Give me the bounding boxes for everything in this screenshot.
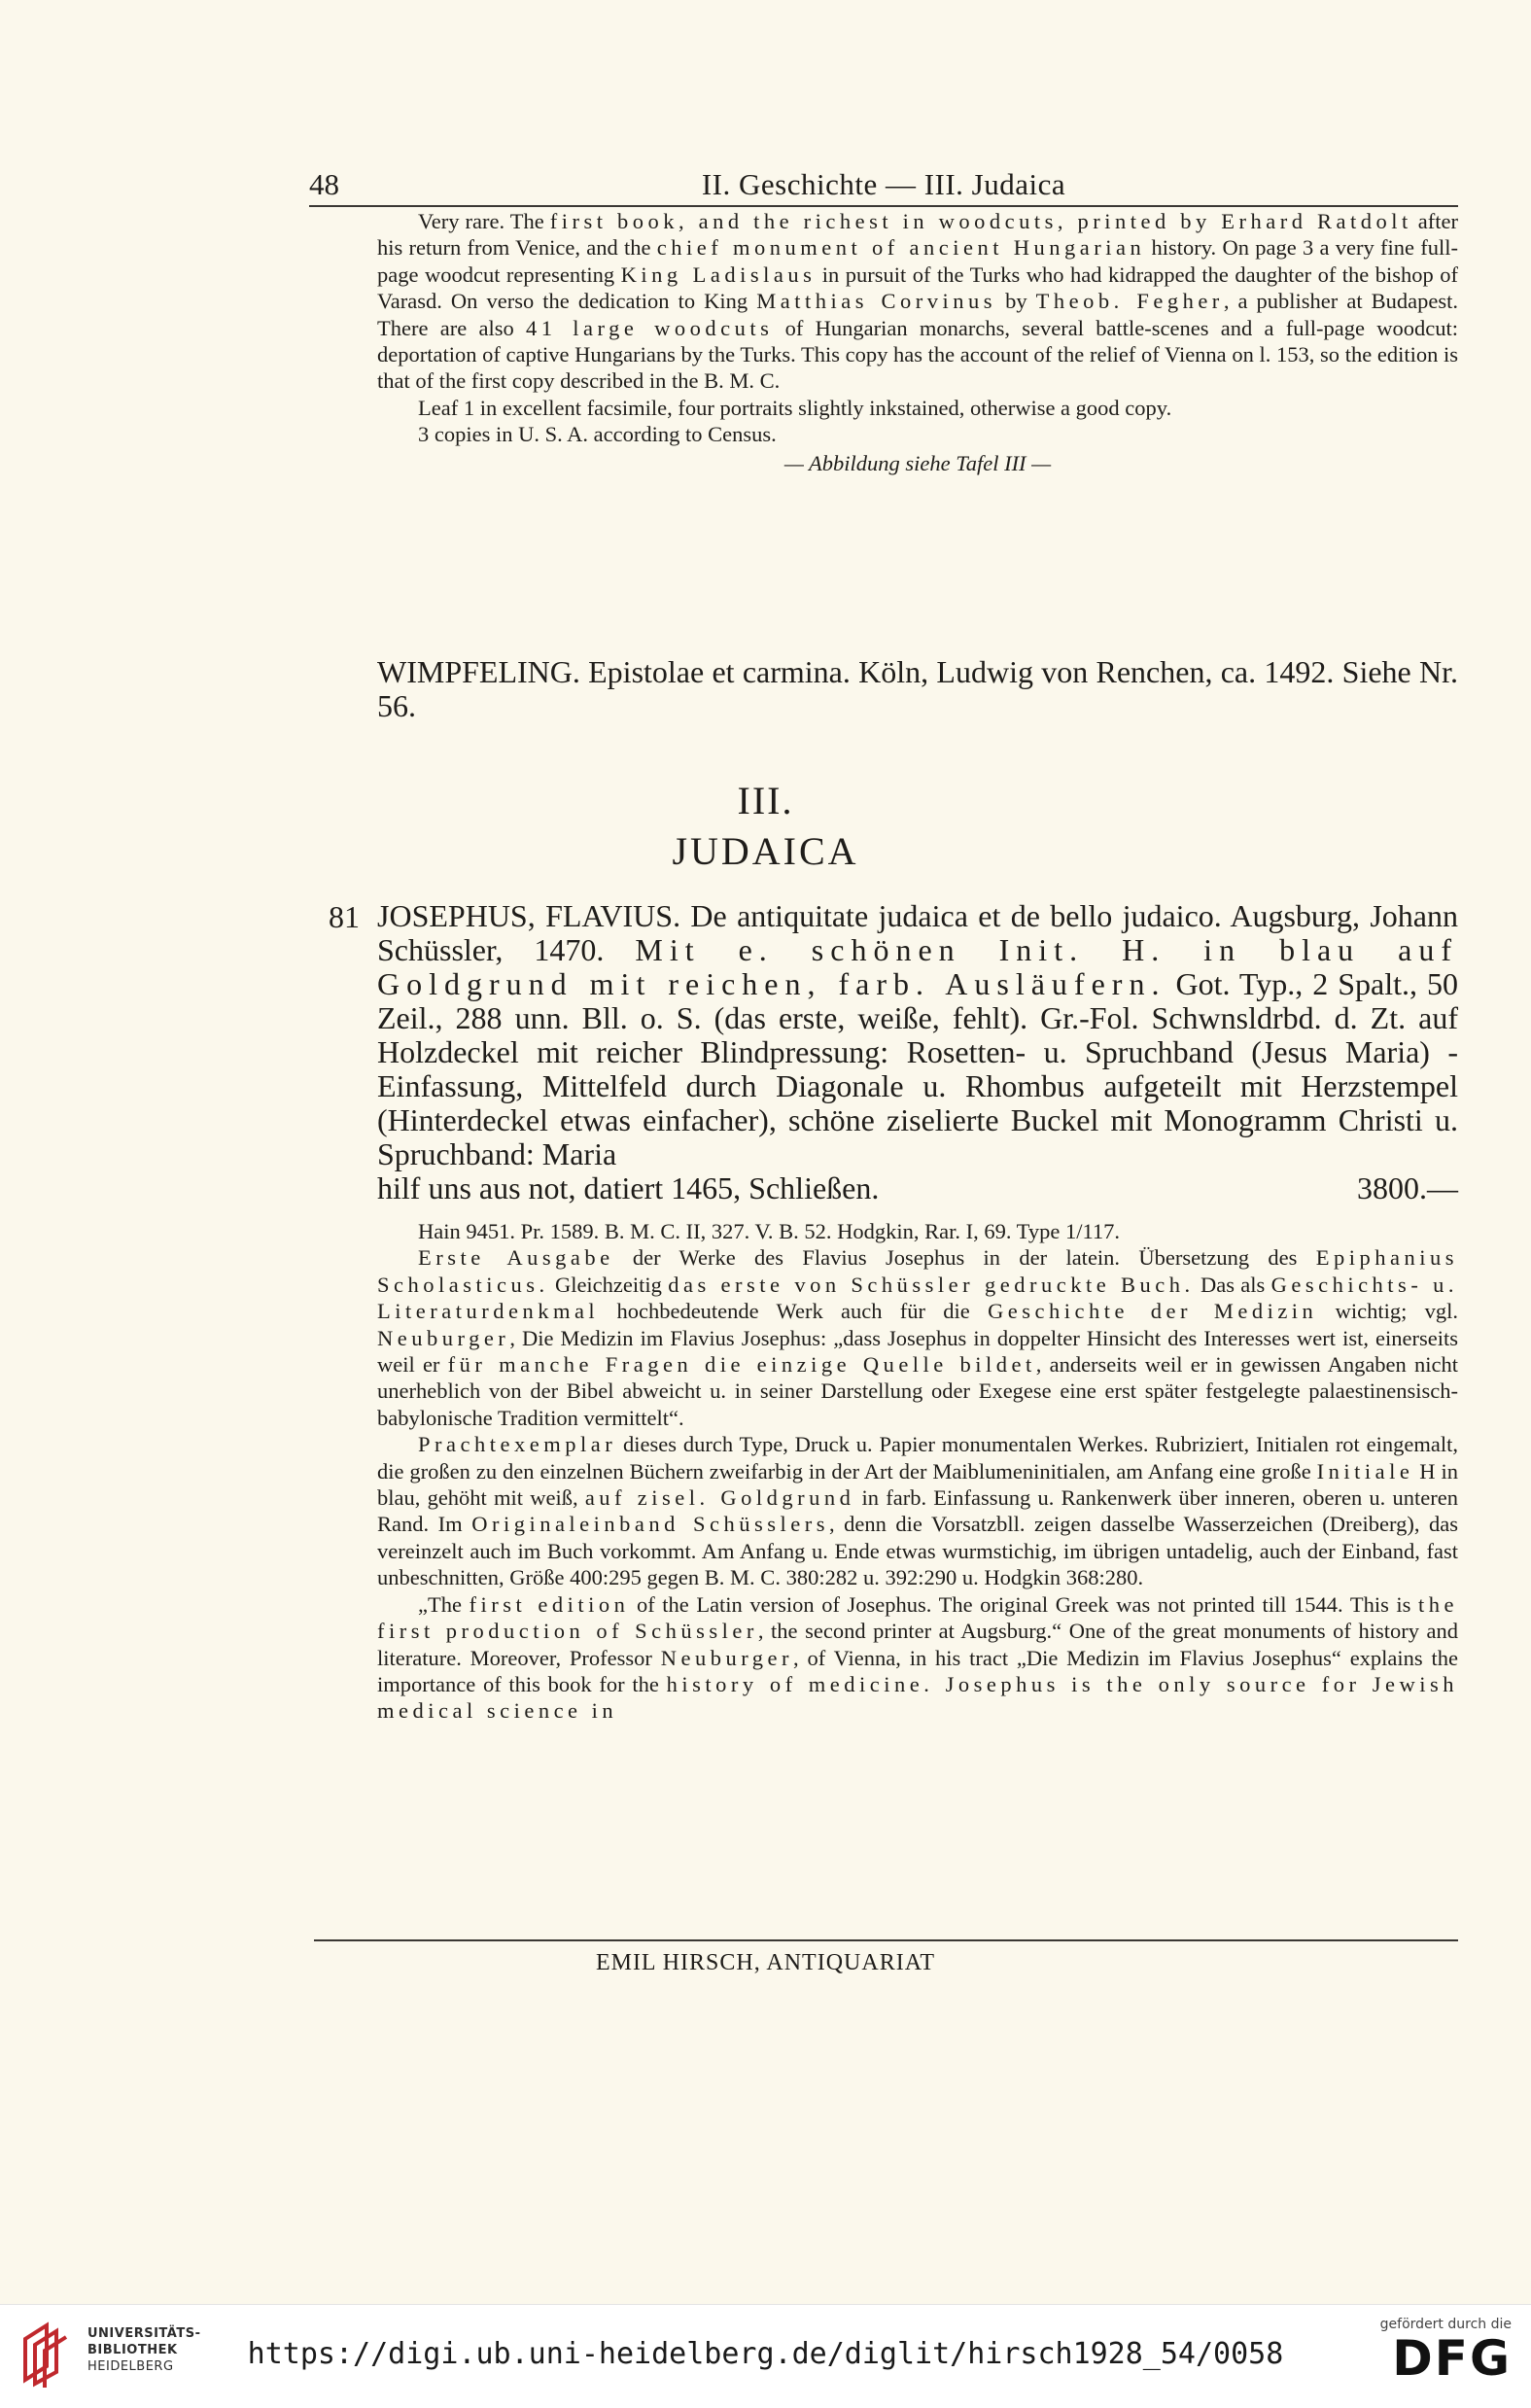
footer-rule	[314, 1939, 1458, 1941]
document-url[interactable]: https://digi.ub.uni-heidelberg.de/diglit/hirsch1928_54/0058	[247, 2337, 1284, 2371]
note-paragraph: „The first edition of the Latin version of Josephus. The original Greek was not printed till 1544. This is the first production of Schüssler, the second printer at Augsburg.“ One of the great monuments of history and literature. Moreover, Professor Neuburger, of Vienna, in his tract „Die Medizin im Flavius Josephus“ explains the importance of this book for the history of medicine. Josephus is the only source for Jewish medical science in	[377, 1591, 1458, 1724]
publisher-footer: EMIL HIRSCH, ANTIQUARIAT	[595, 1950, 936, 1975]
page-number: 48	[309, 167, 339, 201]
note-paragraph: Very rare. The first book, and the richest in woodcuts, printed by Erhard Ratdolt after his return from Venice, and the chief monument of ancient Hungarian history. On page 3 a very fine full-page woodcut representing King Ladislaus in pursuit of the Turks who had kidrapped the daughter of the bishop of Varasd. On verso the dedication to King Matthias Corvinus by Theob. Fegher, a publisher at Budapest. There are also 41 large woodcuts of Hungarian monarchs, several battle-scenes and a full-page woodcut: deportation of captive Hungarians by the Turks. This copy has the account of the relief of Vienna on l. 153, so the edition is that of the first copy described in the B. M. C.	[377, 209, 1459, 394]
running-header	[309, 167, 1458, 206]
section-number: III.	[737, 779, 794, 822]
note-paragraph: 3 copies in U. S. A. according to Census.	[418, 422, 777, 447]
header-rule	[309, 205, 1458, 207]
sponsor-block[interactable]	[1366, 2317, 1512, 2385]
university-library-name[interactable]: UNIVERSITÄTS- BIBLIOTHEK HEIDELBERG	[87, 2326, 201, 2374]
section-title: JUDAICA	[672, 829, 859, 873]
entry-price-line: hilf uns aus not, datiert 1465, Schließen. 3800.—	[377, 1170, 1458, 1205]
bibliographic-references: Hain 9451. Pr. 1589. B. M. C. II, 327. V. B. 52. Hodgkin, Rar. I, 69. Type 1/117.	[418, 1219, 1120, 1243]
running-title: II. Geschichte — III. Judaica	[701, 167, 1066, 201]
entry-number: 81	[329, 899, 360, 934]
previous-entry-notes	[377, 208, 1458, 476]
note-paragraph: Prachtexemplar dieses durch Type, Druck u. Papier monumentalen Werkes. Rubriziert, Initialen rot eingemalt, die großen zu den einzelnen Büchern zweifarbig in der Art der Maiblumeninitialen, am Anfang eine große Initiale H in blau, gehöht mit weiß, auf zisel. Goldgrund in farb. Einfassung u. Rankenwerk über inneren, oberen u. unteren Rand. Im Originaleinband Schüsslers, denn die Vorsatzbll. zeigen dasselbe Wasserzeichen (Dreiberg), das vereinzelt auch im Buch vorkommt. Am Anfang u. Ende etwas wurmstichig, im übrigen untadelig, auch der Einband, fast unbeschnitten, Größe 400:295 gegen B. M. C. 380:282 u. 392:290 u. Hodgkin 368:280.	[377, 1432, 1458, 1590]
entry-description: JOSEPHUS, FLAVIUS. De antiquitate judaica et de bello judaico. Augsburg, Johann Schüssler, 1470. Mit e. schönen Init. H. in blau auf Goldgrund mit reichen, farb. Ausläufern. Got. Typ., 2 Spalt., 50 Zeil., 288 unn. Bll. o. S. (das erste, weiße, fehlt). Gr.-Fol. Schwnsldrbd. d. Zt. auf Holzdeckel mit reicher Blindpressung: Rosetten- u. Spruchband (Jesus Maria) -Einfassung, Mittelfeld durch Diagonale u. Rhombus aufgeteilt mit Herzstempel (Hinterdeckel etwas einfacher), schöne ziselierte Buckel mit Monogramm Christi u. Spruchband: Maria	[377, 898, 1459, 1171]
wimpfeling-entry: WIMPFELING. Epistolae et carmina. Köln, Ludwig von Renchen, ca. 1492. Siehe Nr. 56.	[377, 654, 1458, 723]
entry-81	[377, 899, 1458, 1205]
dfg-logo: DFG	[1392, 2330, 1512, 2387]
note-paragraph: Erste Ausgabe der Werke des Flavius Josephus in der latein. Übersetzung des Epiphanius Scholasticus. Gleichzeitig das erste von Schüssler gedruckte Buch. Das als Geschichts- u. Literaturdenkmal hochbedeutende Werk auch für die Geschichte der Medizin wichtig; vgl. Neuburger, Die Medizin im Flavius Josephus: „dass Josephus in doppelter Hinsicht des Interesses wert ist, einerseits weil er für manche Fragen die einzige Quelle bildet, anderseits weil er in gewissen Angaben nicht unerheblich von der Bibel abweicht u. in seiner Darstellung oder Exegese eine erst später festgelegte palaestinensisch-babylonische Tradition vermittelt“.	[377, 1245, 1459, 1430]
note-paragraph: Leaf 1 in excellent facsimile, four portraits slightly inkstained, otherwise a good copy.	[418, 395, 1172, 420]
entry-81-notes	[377, 1218, 1458, 1725]
sponsor-text: gefördert durch die	[1379, 2317, 1512, 2332]
price: 3800.—	[1357, 1170, 1458, 1205]
plate-caption: — Abbildung siehe Tafel III —	[783, 450, 1052, 475]
